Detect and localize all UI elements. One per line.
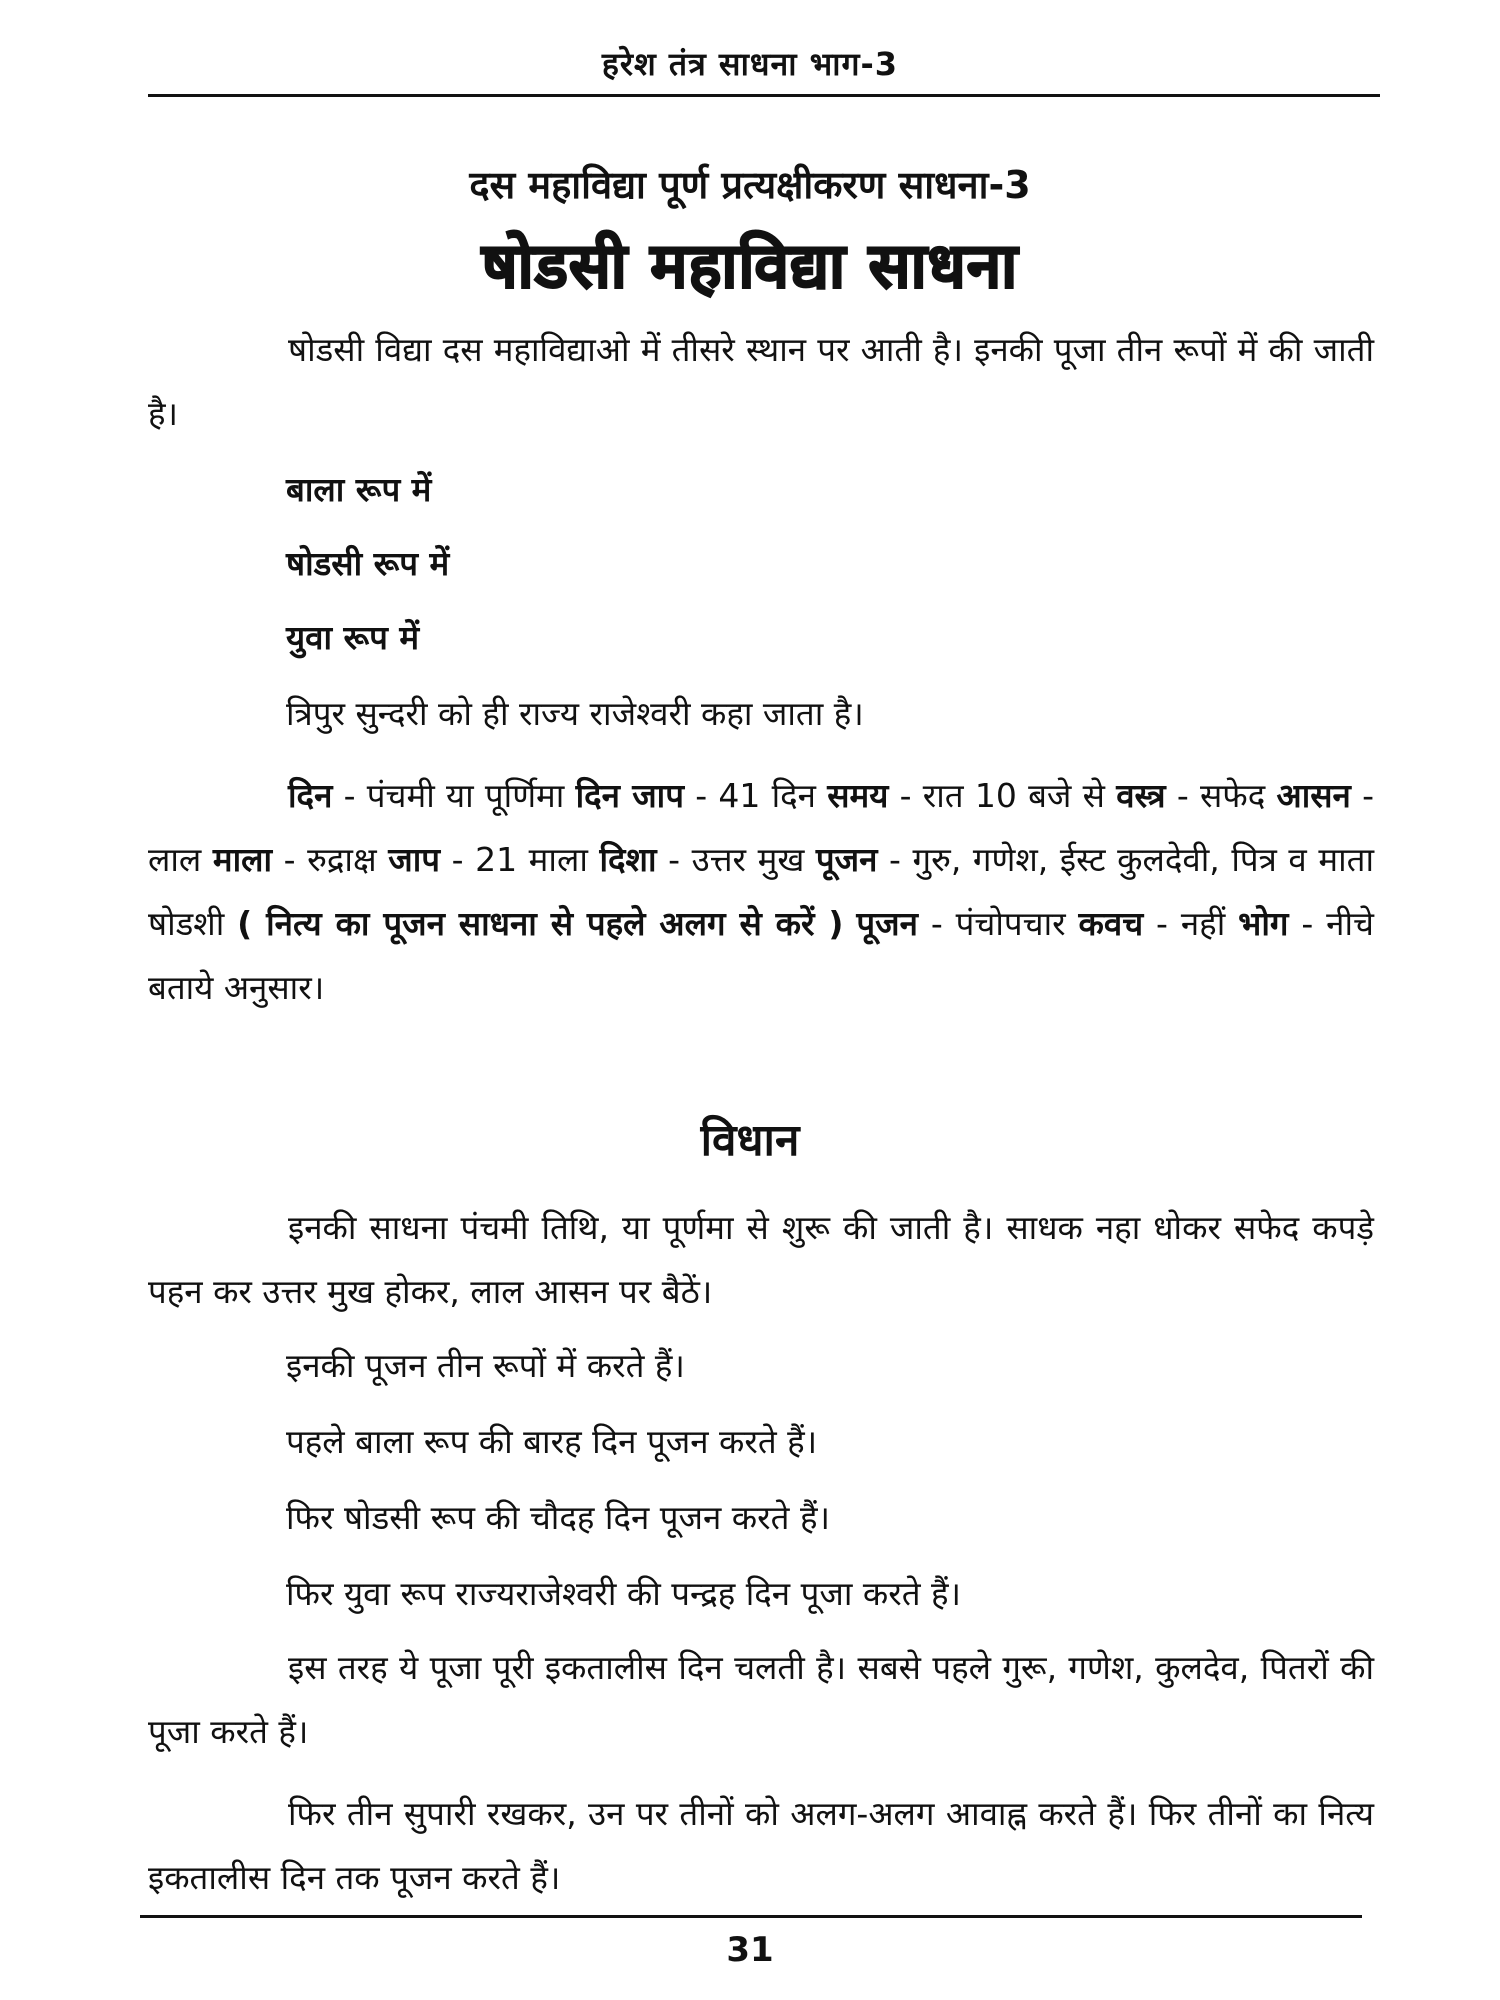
detail-key-aasan: आसन (1276, 776, 1351, 815)
detail-value-aasan: - लाल (148, 776, 1374, 879)
vidhan-paragraph-6: इस तरह ये पूजा पूरी इकतालीस दिन चलती है। सबसे पहले गुरू, गणेश, कुलदेव, पितरों की पूजा करते हैं। (148, 1648, 1374, 1751)
detail-key-poojan-2: पूजन (856, 904, 918, 943)
page-number: 31 (726, 1930, 774, 1970)
detail-key-din: दिन (288, 776, 333, 815)
detail-value-poojan-2: - पंचोपचार (917, 904, 1079, 943)
detail-key-mala: माला (212, 840, 273, 879)
tripur-sundari-line: त्रिपुर सुन्दरी को ही राज्य राजेश्वरी कहा जाता है। (286, 694, 864, 733)
running-header: हरेश तंत्र साधना भाग-3 (601, 45, 899, 83)
detail-value-jaap: - 21 माला (440, 840, 600, 879)
vidhan-line-3: पहले बाला रूप की बारह दिन पूजन करते हैं। (286, 1422, 818, 1461)
form-item-shodasi: षोडसी रूप में (286, 544, 450, 583)
detail-value-samay: - रात 10 बजे से (888, 776, 1117, 815)
detail-value-vastra: - सफेद (1165, 776, 1277, 815)
detail-key-din-jaap: दिन जाप (575, 776, 684, 815)
footer-rule (140, 1915, 1362, 1918)
section-heading-vidhan: विधान (700, 1115, 800, 1166)
vidhan-line-4: फिर षोडसी रूप की चौदह दिन पूजन करते हैं। (286, 1498, 830, 1537)
detail-key-kavach: कवच (1078, 904, 1144, 943)
detail-note: ( नित्य का पूजन साधना से पहले अलग से करें ) (237, 904, 844, 943)
form-item-bala: बाला रूप में (286, 470, 432, 509)
detail-value-bhog: - नीचे बताये अनुसार। (148, 904, 1374, 1007)
vidhan-line-2: इनकी पूजन तीन रूपों में करते हैं। (286, 1346, 685, 1385)
vidhan-paragraph-7: फिर तीन सुपारी रखकर, उन पर तीनों को अलग-अलग आवाह्न करते हैं। फिर तीनों का नित्य इकतालीस दिन तक पूजन करते हैं। (148, 1794, 1374, 1897)
detail-key-poojan: पूजन (815, 840, 878, 879)
detail-value-mala: - रुद्राक्ष (272, 840, 389, 879)
detail-value-din: - पंचमी या पूर्णिमा (332, 776, 576, 815)
detail-key-jaap: जाप (388, 840, 441, 879)
detail-value-disha: - उत्तर मुख (656, 840, 816, 879)
detail-key-bhog: भोग (1238, 904, 1289, 943)
vidhan-paragraph-1: इनकी साधना पंचमी तिथि, या पूर्णमा से शुरू की जाती है। साधक नहा धोकर सफेद कपड़े पहन कर उत्तर मुख होकर, लाल आसन पर बैठें। (148, 1208, 1374, 1311)
chapter-title: षोडसी महाविद्या साधना (481, 229, 1019, 302)
detail-key-vastra: वस्त्र (1116, 776, 1166, 815)
vidhan-line-5: फिर युवा रूप राज्यराजेश्वरी की पन्द्रह दिन पूजा करते हैं। (286, 1574, 962, 1613)
detail-value-kavach: - नहीं (1143, 904, 1239, 943)
detail-value-poojan: - गुरु, गणेश, ईस्ट कुलदेवी, पित्र व माता षोडशी (148, 840, 1375, 943)
detail-key-disha: दिशा (599, 840, 657, 879)
detail-value-din-jaap: - 41 दिन (683, 776, 828, 815)
intro-paragraph: षोडसी विद्या दस महाविद्याओ में तीसरे स्थान पर आती है। इनकी पूजा तीन रूपों में की जाती है। (148, 330, 1374, 433)
header-rule (148, 94, 1380, 97)
sadhana-details (148, 764, 1374, 1020)
form-item-yuva: युवा रूप में (286, 618, 420, 657)
chapter-subtitle: दस महाविद्या पूर्ण प्रत्यक्षीकरण साधना-3 (469, 163, 1031, 207)
detail-key-samay: समय (827, 776, 889, 815)
